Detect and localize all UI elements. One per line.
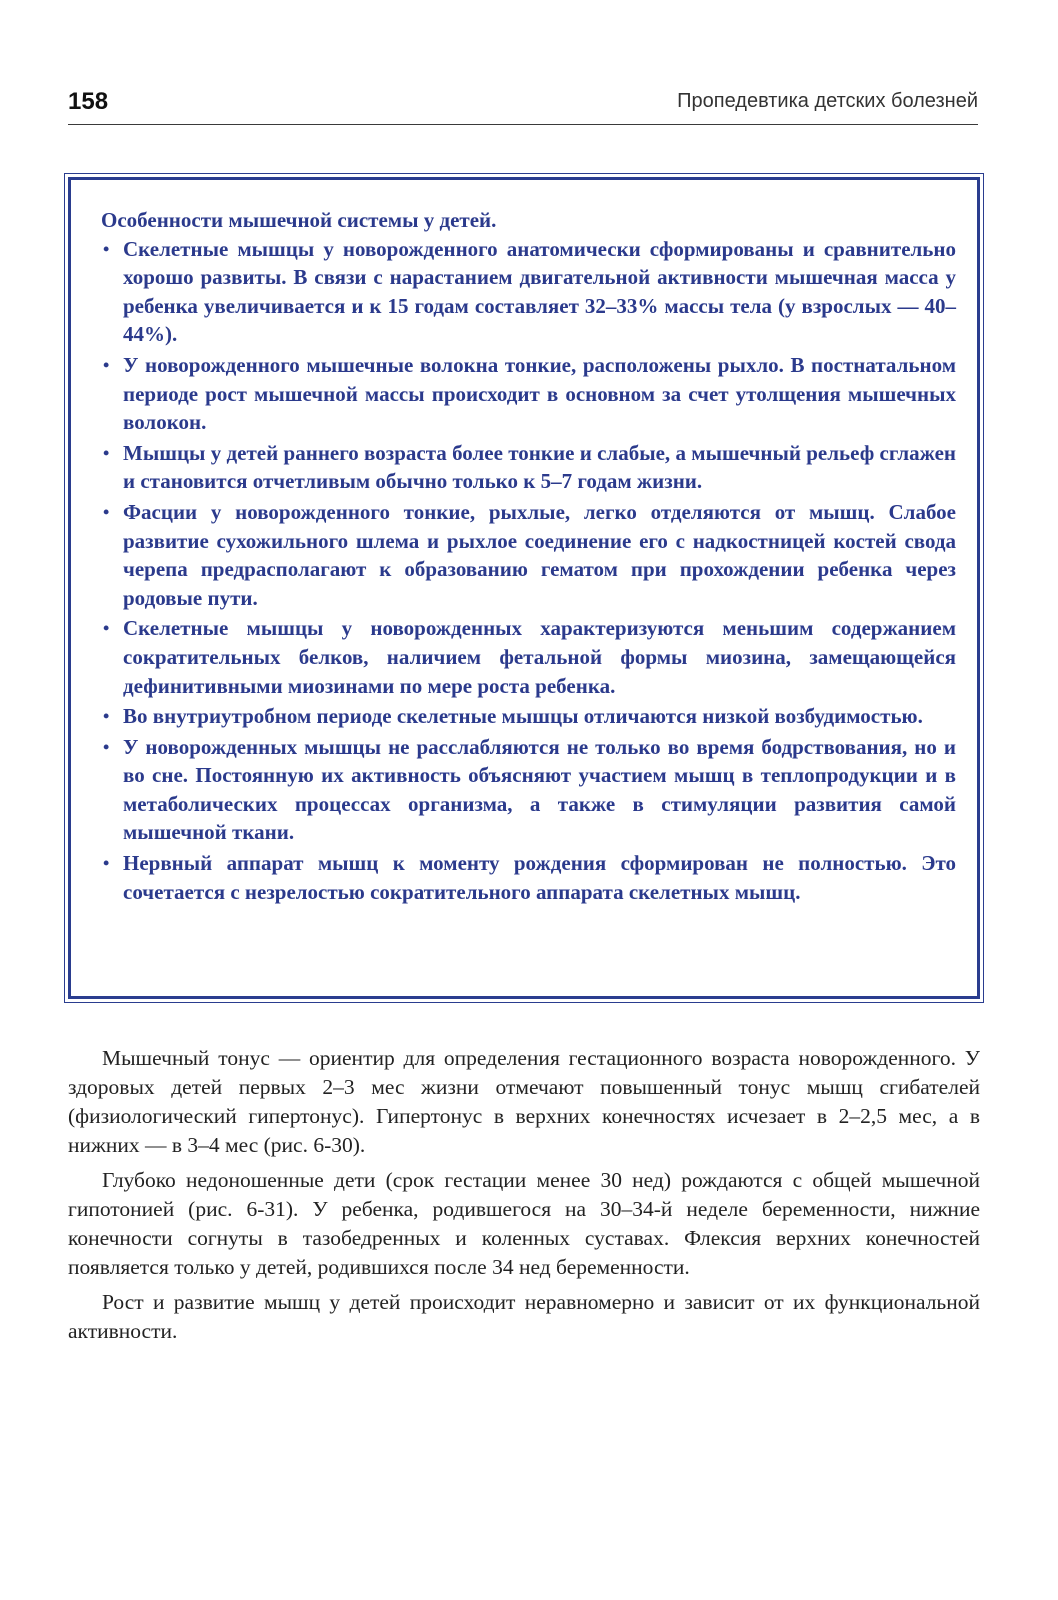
body-text <box>68 1044 980 1352</box>
list-item-text: Во внутриутробном периоде скелетные мышцы отличаются низкой возбудимостью. <box>123 704 923 729</box>
paragraph: Глубоко недоношенные дети (срок гестации менее 30 нед) рождаются с общей мышечной гипотонией (рис. 6-31). У ребенка, родившегося на 30–34-й неделе беременности, нижние конечности согнуты в тазобедренных и коленных суставах. Флексия верхних конечностей появляется только у детей, родившихся после 34 нед беременности. <box>68 1168 980 1279</box>
bullet-icon: • <box>103 354 110 375</box>
paragraph: Рост и развитие мышц у детей происходит неравномерно и зависит от их функциональной активности. <box>68 1290 980 1343</box>
list-item <box>101 439 956 496</box>
list-item <box>101 351 956 437</box>
list-item-text: У новорожденного мышечные волокна тонкие, расположены рыхло. В постнатальном периоде рост мышечной массы происходит в основном за счет утолщения мышечных волокон. <box>123 352 956 435</box>
list-item <box>101 498 956 612</box>
list-item <box>101 235 956 349</box>
info-box-title: Особенности мышечной системы у детей. <box>101 208 497 232</box>
list-item <box>101 702 956 731</box>
list-item-text: Скелетные мышцы у новорожденного анатомически сформированы и сравнительно хорошо развиты. В связи с нарастанием двигательной активности мышечная масса у ребенка увеличивается и к 15 годам составляет 32–33% массы тела (у взрослых — 40–44%). <box>123 236 956 347</box>
bullet-icon: • <box>103 736 110 757</box>
page-header <box>68 88 978 125</box>
list-item <box>101 614 956 700</box>
bullet-icon: • <box>103 501 110 522</box>
running-title: Пропедевтика детских болезней <box>677 90 978 112</box>
list-item-text: Скелетные мышцы у новорожденных характеризуются меньшим содержанием сократительных белков, наличием фетальной формы миозина, замещающейся дефинитивными миозинами по мере роста ребенка. <box>123 616 956 698</box>
list-item <box>101 733 956 847</box>
bullet-icon: • <box>103 238 110 259</box>
info-box-content <box>101 206 956 908</box>
list-item <box>101 849 956 906</box>
bullet-icon: • <box>103 442 110 463</box>
list-item-text: У новорожденных мышцы не расслабляются не только во время бодрствования, но и во сне. Постоянную их активность объясняют участием мышц в теплопродукции и в метаболических процессах организма, а также в стимуляции развития самой мышечной ткани. <box>123 734 956 845</box>
info-box-list <box>101 235 956 907</box>
bullet-icon: • <box>103 853 110 874</box>
page-number: 158 <box>68 88 109 115</box>
bullet-icon: • <box>103 618 110 639</box>
bullet-icon: • <box>103 706 110 727</box>
list-item-text: Нервный аппарат мышц к моменту рождения сформирован не полностью. Это сочетается с незрелостью сократительного аппарата скелетных мышц. <box>123 851 956 904</box>
paragraph: Мышечный тонус — ориентир для определения гестационного возраста новорожденного. У здоровых детей первых 2–3 мес жизни отмечают повышенный тонус мышц сгибателей (физиологический гипертонус). Гипертонус в верхних конечностях исчезает в 2–2,5 мес, а в нижних — в 3–4 мес (рис. 6-30). <box>68 1046 980 1157</box>
list-item-text: Мышцы у детей раннего возраста более тонкие и слабые, а мышечный рельеф сглажен и становится отчетливым обычно только к 5–7 годам жизни. <box>123 440 956 494</box>
info-box <box>68 177 980 999</box>
list-item-text: Фасции у новорожденного тонкие, рыхлые, легко отделяются от мышц. Слабое развитие сухожильного шлема и рыхлое соединение его с надкостницей костей свода черепа предрасполагают к образованию гематом при прохождении ребенка через родовые пути. <box>123 499 956 610</box>
